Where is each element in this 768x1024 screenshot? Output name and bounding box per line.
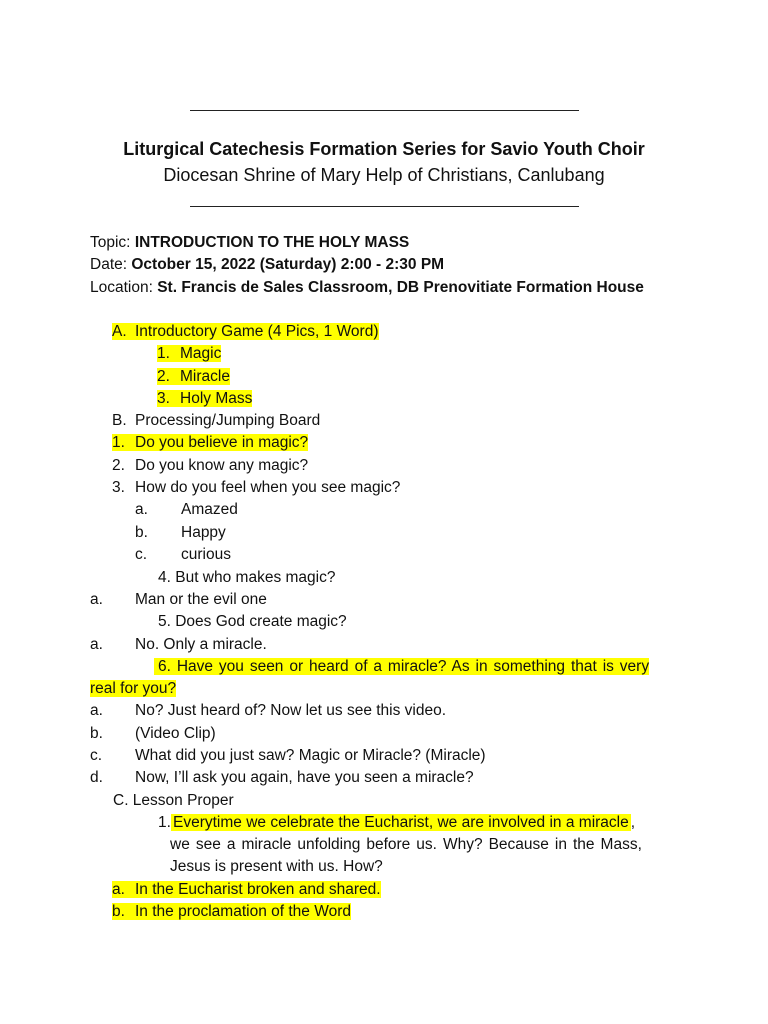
- answer-text: Amazed: [181, 501, 238, 518]
- answer-number: a.: [90, 591, 103, 608]
- list-item-highlight: [157, 345, 221, 362]
- lesson-answer: [112, 902, 351, 922]
- question-1: [112, 433, 308, 453]
- question-1-highlight: [112, 434, 308, 451]
- answer-number: a.: [112, 881, 125, 898]
- answer-item: [90, 768, 474, 788]
- question-6-line-1: [154, 657, 649, 677]
- question-3: [112, 478, 400, 498]
- document-subtitle: Diocesan Shrine of Mary Help of Christians, Canlubang: [163, 165, 605, 185]
- location-line: [90, 278, 644, 298]
- list-item: [157, 389, 252, 409]
- answer-item: [90, 724, 216, 744]
- location-value: St. Francis de Sales Classroom, DB Prenovitiate Formation House: [157, 279, 644, 296]
- lesson-point-number: 1.: [158, 814, 171, 831]
- list-item-text: Magic: [180, 345, 222, 362]
- question-5-answer: [90, 635, 267, 655]
- section-a-text: Introductory Game (4 Pics, 1 Word): [135, 323, 379, 340]
- question-2: [112, 456, 308, 476]
- top-divider: [190, 110, 579, 111]
- question-2-number: 2.: [112, 457, 125, 474]
- answer-text: What did you just saw? Magic or Miracle? (Miracle): [135, 747, 486, 764]
- answer-text: Now, I’ll ask you again, have you seen a miracle?: [135, 769, 474, 786]
- answer-text: (Video Clip): [135, 725, 216, 742]
- list-item: [157, 344, 221, 364]
- answer-number: d.: [90, 769, 103, 786]
- answer-number: a.: [90, 702, 103, 719]
- answer-item: [135, 500, 238, 520]
- lesson-point-highlight: Everytime we celebrate the Eucharist, we are involved in a miracle: [173, 814, 629, 831]
- question-1-text: Do you believe in magic?: [135, 434, 309, 451]
- answer-text: Man or the evil one: [135, 591, 267, 608]
- question-1-number: 1.: [112, 434, 125, 451]
- answer-number: b.: [135, 524, 148, 541]
- lesson-point-comma: ,: [630, 814, 636, 831]
- date-label: Date:: [90, 256, 132, 273]
- list-item-highlight: [157, 368, 230, 385]
- answer-text: No? Just heard of? Now let us see this video.: [135, 702, 447, 719]
- section-b-number: B.: [112, 412, 127, 429]
- answer-number: a.: [135, 501, 148, 518]
- lesson-answer-highlight: [112, 881, 381, 898]
- question-5: 5. Does God create magic?: [158, 613, 347, 630]
- answer-item: [135, 523, 226, 543]
- lesson-answer-highlight: [112, 903, 351, 920]
- date-line: [90, 255, 444, 275]
- answer-text: Happy: [181, 524, 226, 541]
- answer-number: a.: [90, 636, 103, 653]
- answer-number: b.: [90, 725, 103, 742]
- section-b-text: Processing/Jumping Board: [135, 412, 321, 429]
- document-title: Liturgical Catechesis Formation Series for Savio Youth Choir: [123, 139, 645, 159]
- answer-item: [90, 701, 446, 721]
- answer-text: curious: [181, 546, 231, 563]
- lesson-point-1: [158, 813, 635, 833]
- lesson-answer: [112, 880, 381, 900]
- list-item-highlight: [157, 390, 252, 407]
- question-4-answer: [90, 590, 267, 610]
- question-2-text: Do you know any magic?: [135, 457, 309, 474]
- bottom-divider: [190, 206, 579, 207]
- section-a-number: A.: [112, 323, 127, 340]
- answer-number: b.: [112, 903, 125, 920]
- answer-number: c.: [135, 546, 148, 563]
- question-3-text: How do you feel when you see magic?: [135, 479, 401, 496]
- list-item-text: Holy Mass: [180, 390, 253, 407]
- answer-text: In the proclamation of the Word: [135, 903, 351, 920]
- answer-text: No. Only a miracle.: [135, 636, 267, 653]
- section-c: C. Lesson Proper: [113, 792, 234, 809]
- date-value: October 15, 2022 (Saturday) 2:00 - 2:30 PM: [131, 256, 445, 273]
- question-3-number: 3.: [112, 479, 125, 496]
- answer-number: c.: [90, 747, 103, 764]
- question-6-highlight-cont: real for you?: [90, 680, 177, 697]
- topic-label: Topic:: [90, 234, 135, 251]
- answer-text: In the Eucharist broken and shared.: [135, 881, 381, 898]
- question-4: 4. But who makes magic?: [158, 569, 336, 586]
- topic-line: [90, 233, 409, 253]
- section-a-highlight: [112, 323, 379, 340]
- list-item-text: Miracle: [180, 368, 230, 385]
- section-b: [112, 411, 320, 431]
- list-item-number: 3.: [157, 390, 170, 407]
- location-label: Location:: [90, 279, 158, 296]
- question-6-line-2: [90, 679, 176, 699]
- list-item-number: 2.: [157, 368, 170, 385]
- answer-item: [135, 545, 231, 565]
- section-a: [112, 322, 379, 342]
- lesson-point-1-line-3: Jesus is present with us. How?: [170, 858, 383, 875]
- question-6-highlight: 6. Have you seen or heard of a miracle? As in something that is very: [154, 658, 649, 675]
- list-item: [157, 367, 230, 387]
- lesson-point-1-line-2: we see a miracle unfolding before us. Why? Because in the Mass,: [170, 836, 642, 853]
- answer-item: [90, 746, 486, 766]
- topic-value: INTRODUCTION TO THE HOLY MASS: [134, 234, 410, 251]
- list-item-number: 1.: [157, 345, 170, 362]
